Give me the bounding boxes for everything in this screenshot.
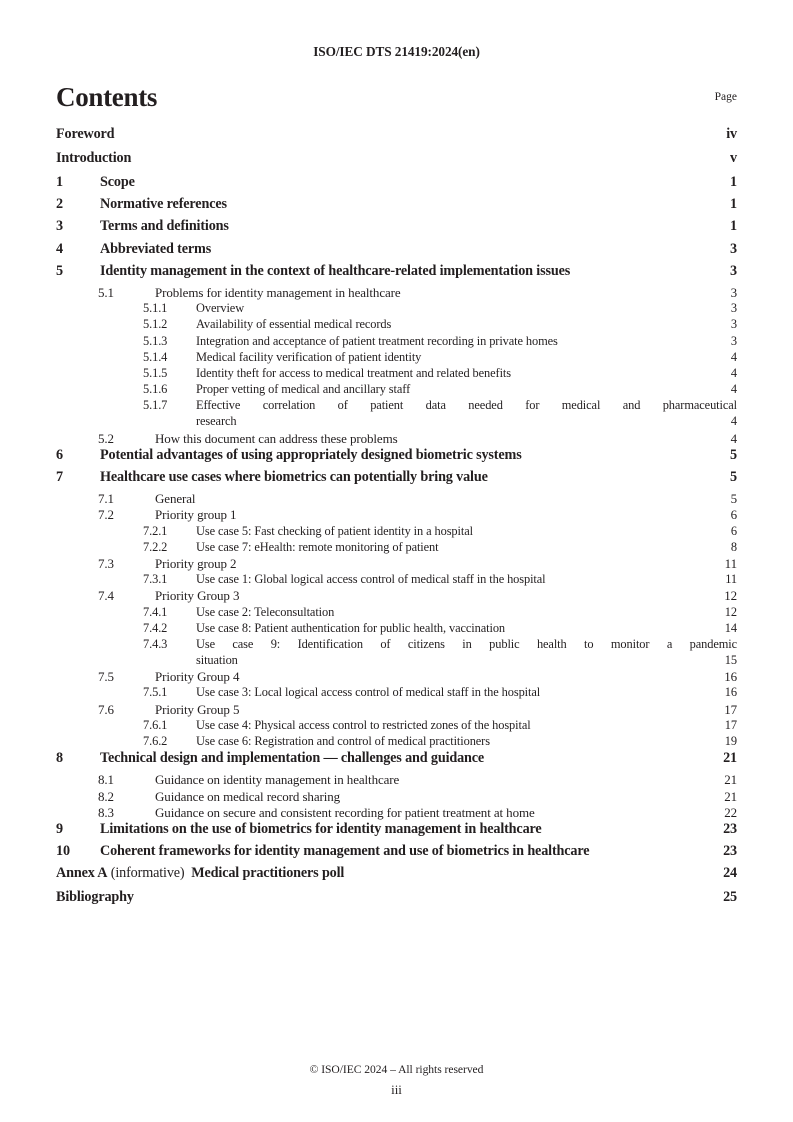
toc-entry-number: 7.4 [98, 588, 114, 604]
toc-entry-label: Proper vetting of medical and ancillary staff [196, 382, 411, 397]
dot-leader [212, 262, 714, 263]
toc-entry[interactable] [56, 540, 737, 556]
dot-leader [590, 864, 714, 865]
toc-entry[interactable] [56, 126, 737, 150]
toc-entry-label: Priority Group 4 [155, 669, 240, 685]
dot-leader [546, 587, 713, 588]
toc-entry-label: General [155, 491, 196, 507]
toc-entry-page: 19 [724, 734, 737, 748]
toc-entry-page: 23 [723, 843, 737, 860]
toc-entry-number: 10 [56, 843, 70, 860]
toc-entry[interactable] [56, 150, 737, 174]
toc-entry-page: 4 [730, 349, 737, 364]
toc-entry-label: Normative references [100, 196, 227, 213]
toc-entry[interactable] [56, 447, 737, 469]
toc-entry-page: 4 [730, 365, 737, 380]
toc-entry-label: Healthcare use cases where biometrics can potentially bring value [100, 469, 488, 485]
toc-entry-number: 7.6.1 [143, 717, 168, 732]
toc-entry-number: 5.1.7 [143, 398, 168, 413]
toc-entry-page: 16 [724, 669, 737, 685]
toc-entry-label: Effective correlation of patient data needed for medical and pharmaceutical [196, 398, 737, 413]
toc-entry-page: iv [726, 126, 737, 142]
toc-entry[interactable] [56, 507, 737, 523]
toc-entry-number: 7.4.1 [143, 604, 168, 619]
toc-entry-label: Priority group 1 [155, 507, 237, 523]
toc-entry-number: 5.1.1 [143, 301, 168, 316]
toc-entry-label: Use case 1: Global logical access control of medical staff in the hospital [196, 572, 546, 587]
toc-entry-label: Use case 8: Patient authentication for public health, vaccination [196, 620, 506, 635]
toc-entry-page: 15 [724, 653, 737, 668]
toc-entry-page: 12 [724, 588, 737, 604]
toc-entry-number: 5.1.5 [143, 365, 168, 380]
toc-entry[interactable] [56, 669, 737, 685]
toc-entry[interactable] [56, 431, 737, 447]
toc-entry-number: 8.2 [98, 788, 114, 804]
toc-entry-number: 7.5 [98, 669, 114, 685]
dot-leader [473, 539, 713, 540]
toc-entry-page: 11 [724, 555, 737, 571]
toc-entry-annex[interactable] [56, 865, 737, 889]
toc-entry[interactable] [56, 750, 737, 772]
toc-entry-number: 5.1.4 [143, 349, 168, 364]
toc-entry[interactable] [56, 263, 737, 285]
toc-entry-page: 25 [723, 889, 737, 906]
dot-leader [238, 668, 713, 669]
toc-entry-page: 1 [730, 196, 737, 213]
dot-leader [485, 771, 714, 772]
toc-entry-number: 7.6 [98, 701, 114, 717]
dot-leader [411, 397, 714, 398]
toc-entry-page: 6 [730, 523, 737, 538]
dot-leader [439, 555, 714, 556]
toc-entry-page: 3 [730, 240, 737, 257]
toc-entry-label: Integration and acceptance of patient treatment recording in private homes [196, 333, 558, 348]
toc-entry[interactable] [143, 637, 737, 669]
toc-entry-label: Abbreviated terms [100, 240, 212, 257]
toc-entry-label-continued: situation [196, 653, 238, 668]
toc-entry-number: 7.4.2 [143, 620, 168, 635]
toc-entry-label: Terms and definitions [100, 218, 229, 235]
toc-entry-number: 8 [56, 750, 63, 767]
dot-leader [531, 733, 713, 734]
toc-entry[interactable] [56, 301, 737, 317]
toc-entry-label: Use case 3: Local logical access control of medical staff in the hospital [196, 685, 541, 700]
dot-leader [240, 604, 714, 605]
toc-entry[interactable] [56, 789, 737, 805]
page-column-header: Page [714, 91, 737, 103]
toc-entry[interactable] [56, 572, 737, 588]
toc-entry[interactable] [56, 218, 737, 240]
toc-entry-label: Use case 9: Identification of citizens in public health to monitor a pandemic [196, 636, 737, 651]
toc-entry-label: Coherent frameworks for identity management and use of biometrics in healthcare [100, 843, 590, 860]
copyright-notice: © ISO/IEC 2024 – All rights reserved [309, 1063, 484, 1076]
table-of-contents [56, 126, 737, 913]
toc-entry-page: 5 [730, 469, 737, 485]
toc-entry-number: 7.3.1 [143, 572, 168, 587]
dot-leader [240, 717, 714, 718]
toc-entry-page: 17 [724, 717, 737, 732]
running-header: ISO/IEC DTS 21419:2024(en) [313, 44, 480, 59]
toc-entry[interactable] [56, 605, 737, 621]
toc-entry[interactable] [56, 350, 737, 366]
toc-entry-number: 2 [56, 196, 63, 213]
toc-entry-number: 9 [56, 820, 63, 837]
page-title: Contents [56, 82, 158, 112]
toc-entry-number: 7.6.2 [143, 734, 168, 748]
annex-prefix: Annex A [56, 865, 108, 882]
toc-entry-label: Introduction [56, 150, 132, 166]
toc-entry-label: Availability of essential medical records [196, 317, 392, 332]
dot-leader [132, 173, 714, 174]
toc-entry-page: 1 [730, 174, 737, 190]
toc-entry-label: Scope [100, 174, 135, 190]
dot-leader [506, 636, 714, 637]
toc-entry-label: Use case 4: Physical access control to restricted zones of the hospital [196, 717, 531, 732]
toc-entry[interactable] [56, 174, 737, 196]
dot-leader [134, 912, 713, 913]
dot-leader [229, 240, 713, 241]
toc-entry-label: Potential advantages of using appropriately designed biometric systems [100, 446, 522, 463]
toc-entry[interactable] [56, 588, 737, 604]
toc-entry-page: 21 [724, 788, 737, 804]
toc-entry[interactable] [56, 805, 737, 821]
toc-entry-number: 6 [56, 446, 63, 463]
toc-entry-number: 5.2 [98, 430, 114, 446]
toc-entry-page: 3 [730, 284, 737, 300]
dot-leader [400, 788, 714, 789]
toc-entry-page: 3 [730, 301, 737, 316]
page-footer [0, 1063, 793, 1098]
toc-entry-page: 24 [723, 865, 737, 882]
toc-entry[interactable] [143, 398, 737, 430]
toc-entry-page: 3 [730, 262, 737, 279]
dot-leader [488, 490, 713, 491]
dot-leader [392, 333, 714, 334]
annex-title: Medical practitioners poll [191, 865, 345, 882]
toc-entry-page: 1 [730, 218, 737, 235]
toc-entry-page: 6 [730, 507, 737, 523]
toc-entry-page: 8 [730, 539, 737, 554]
toc-entry-bibliography[interactable] [56, 889, 737, 913]
dot-leader [135, 195, 713, 196]
toc-entry-label: Use case 2: Teleconsultation [196, 604, 335, 619]
dot-leader [558, 349, 713, 350]
toc-entry-number: 3 [56, 218, 63, 235]
toc-entry[interactable] [56, 702, 737, 718]
dot-leader [398, 446, 713, 447]
toc-entry-number: 8.3 [98, 804, 114, 820]
toc-entry-number: 4 [56, 240, 63, 257]
dot-leader [522, 468, 713, 469]
toc-entry-number: 5 [56, 262, 63, 279]
toc-entry-label: Guidance on secure and consistent recording for patient treatment at home [155, 804, 535, 820]
dot-leader [245, 316, 714, 317]
toc-entry-label: Identity theft for access to medical treatment and related benefits [196, 365, 511, 380]
toc-entry-number: 7 [56, 469, 63, 485]
toc-entry[interactable] [56, 843, 737, 865]
dot-leader [422, 365, 714, 366]
toc-entry-label: Use case 7: eHealth: remote monitoring of patient [196, 539, 439, 554]
dot-leader [240, 684, 714, 685]
toc-entry[interactable] [56, 196, 737, 218]
toc-entry-page: 12 [724, 604, 737, 619]
annex-qualifier: (informative) [110, 865, 185, 882]
toc-entry-page: 21 [724, 772, 737, 788]
toc-entry[interactable] [56, 772, 737, 788]
toc-entry-label: Medical facility verification of patient identity [196, 349, 422, 364]
toc-entry-number: 5.1.2 [143, 317, 168, 332]
toc-entry-page: 3 [730, 317, 737, 332]
dot-leader [401, 300, 713, 301]
dot-leader [237, 523, 714, 524]
toc-entry[interactable] [56, 382, 737, 398]
toc-entry[interactable] [56, 685, 737, 701]
toc-entry[interactable] [56, 334, 737, 350]
dot-leader [490, 749, 713, 750]
toc-entry-number: 5.1 [98, 284, 114, 300]
toc-entry-page: v [730, 150, 737, 166]
toc-entry-number: 5.1.3 [143, 333, 168, 348]
toc-entry[interactable] [56, 469, 737, 491]
toc-entry-label: Use case 5: Fast checking of patient identity in a hospital [196, 523, 473, 538]
toc-entry[interactable] [56, 241, 737, 263]
folio-number: iii [391, 1082, 402, 1097]
dot-leader [542, 842, 713, 843]
contents-title-row [56, 82, 737, 112]
toc-entry[interactable] [56, 718, 737, 734]
dot-leader [196, 506, 714, 507]
toc-entry-label-continued: research [196, 414, 237, 429]
spacer [184, 865, 191, 882]
toc-entry-label: Limitations on the use of biometrics for identity management in healthcare [100, 820, 542, 837]
toc-entry[interactable] [56, 821, 737, 843]
toc-entry-page: 23 [723, 820, 737, 837]
dot-leader [335, 620, 714, 621]
toc-entry[interactable] [56, 556, 737, 572]
toc-entry-number: 7.2.1 [143, 523, 168, 538]
toc-entry-label: Foreword [56, 126, 115, 142]
dot-leader [535, 820, 713, 821]
dot-leader [227, 217, 713, 218]
dot-leader [237, 571, 714, 572]
dot-leader [541, 701, 714, 702]
toc-entry[interactable] [56, 734, 737, 750]
toc-entry-number: 7.3 [98, 555, 114, 571]
toc-entry-label: Identity management in the context of healthcare-related implementation issues [100, 262, 571, 279]
toc-entry-label: Technical design and implementation — challenges and guidance [100, 750, 485, 767]
dot-leader [345, 888, 714, 889]
toc-entry-page: 11 [725, 572, 737, 587]
toc-entry-page: 3 [730, 333, 737, 348]
toc-entry-number: 8.1 [98, 772, 114, 788]
toc-entry-number: 7.2 [98, 507, 114, 523]
toc-entry-page: 5 [730, 491, 737, 507]
toc-entry[interactable] [56, 285, 737, 301]
toc-entry-page: 22 [724, 804, 737, 820]
toc-entry[interactable] [56, 491, 737, 507]
dot-leader [571, 284, 714, 285]
toc-entry-label: Problems for identity management in healthcare [155, 284, 401, 300]
toc-entry-label: Priority Group 3 [155, 588, 240, 604]
toc-entry-page: 4 [730, 382, 737, 397]
toc-entry-number: 7.4.3 [143, 636, 168, 651]
dot-leader [115, 149, 714, 150]
dot-leader [341, 804, 714, 805]
toc-entry-page: 16 [724, 685, 737, 700]
toc-entry[interactable] [56, 621, 737, 637]
toc-entry-label: Priority Group 5 [155, 701, 240, 717]
toc-entry-number: 7.1 [98, 491, 114, 507]
toc-entry-page: 4 [730, 414, 737, 429]
dot-leader [511, 381, 713, 382]
toc-entry[interactable] [56, 317, 737, 333]
toc-entry-page: 21 [723, 750, 737, 767]
toc-entry-page: 5 [730, 446, 737, 463]
toc-entry[interactable] [56, 524, 737, 540]
bibliography-label: Bibliography [56, 889, 134, 906]
toc-entry-number: 7.5.1 [143, 685, 168, 700]
toc-entry-page: 17 [724, 701, 737, 717]
toc-entry-number: 1 [56, 174, 63, 190]
toc-entry[interactable] [56, 366, 737, 382]
toc-entry-label: Priority group 2 [155, 555, 237, 571]
toc-entry-page: 4 [730, 430, 737, 446]
toc-entry-label: Use case 6: Registration and control of medical practitioners [196, 734, 490, 748]
toc-entry-number: 5.1.6 [143, 382, 168, 397]
toc-entry-number: 7.2.2 [143, 539, 168, 554]
toc-entry-label: Guidance on medical record sharing [155, 788, 341, 804]
toc-entry-label: Guidance on identity management in healthcare [155, 772, 400, 788]
toc-entry-label: Overview [196, 301, 245, 316]
dot-leader [237, 430, 714, 431]
toc-entry-label: How this document can address these problems [155, 430, 398, 446]
toc-entry-page: 14 [724, 620, 737, 635]
